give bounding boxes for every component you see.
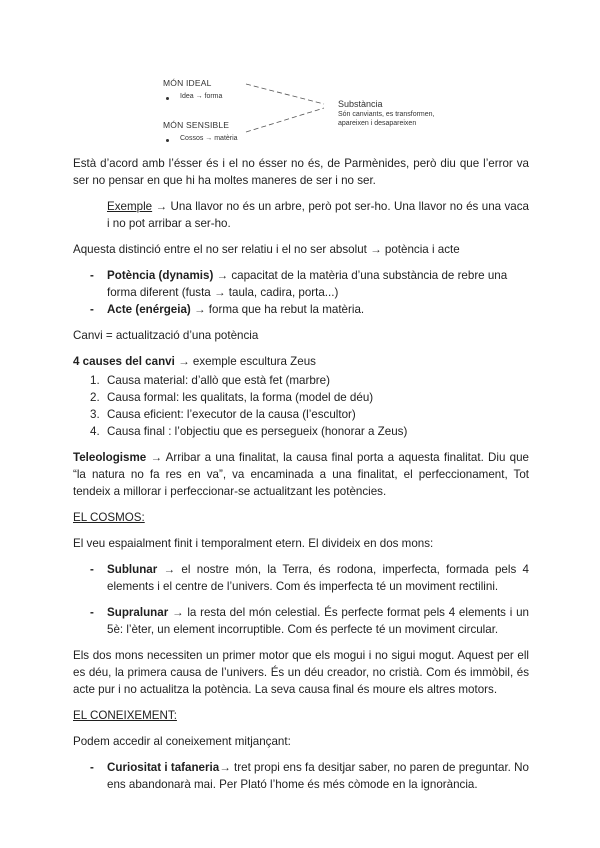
- substancia-desc-1: Són canviants, es transformen,: [338, 111, 435, 118]
- coneixement-intro: Podem accedir al coneixement mitjançant:: [73, 735, 291, 748]
- canvi-definition: Canvi = actualització d’una potència: [73, 329, 259, 342]
- example-paragraph: [107, 198, 529, 232]
- substancia-label: Substància: [338, 99, 383, 109]
- potencia-acte-intro: Aquesta distinció entre el no ser relatiu i el no ser absolut → potència i acte: [73, 243, 460, 256]
- term: Acte (enérgeia): [107, 303, 191, 316]
- teleologisme-paragraph: Teleologisme → Arribar a una finalitat, la causa final porta a aquesta finalitat. Diu que “la natura no fa res en va”, va encaminada a una finalitat, el perfeccionament, Tot tendeix a millorar i perfeccionar-se actualitzant les potències.: [73, 451, 529, 498]
- list-item: - Acte (enérgeia) → forma que ha rebut la matèria.: [90, 303, 365, 316]
- causes-heading: [73, 353, 529, 370]
- cosmos-heading: EL COSMOS:: [73, 511, 145, 524]
- mon-sensible-item: Cossos → matèria: [180, 135, 238, 142]
- list-item: - Supralunar → la resta del món celestial. És perfecte format pels 4 elements i un 5è: l’èter, un element incorruptible. Com és perfecte té un moviment circular.: [90, 606, 529, 636]
- term: Supralunar: [107, 606, 169, 619]
- definition: → capacitat de la matèria d’una substància de rebre una forma diferent (fusta → taula, cadira, porta...): [107, 269, 508, 299]
- bullet-dot: [166, 139, 169, 142]
- mon-ideal-label: MÓN IDEAL: [163, 78, 212, 88]
- list-item: - Sublunar → el nostre món, la Terra, és rodona, imperfecta, formada pels 4 elements i el centre de l’univers. Com és imperfecta té un moviment rectilini.: [90, 563, 529, 593]
- term: Teleologisme: [73, 451, 147, 464]
- cosmos-intro: El veu espaialment finit i temporalment etern. El divideix en dos mons:: [73, 537, 434, 550]
- diagram-lines: [0, 0, 600, 150]
- ideal-sensible-diagram: [0, 0, 600, 150]
- definition: → forma que ha rebut la matèria.: [190, 303, 365, 316]
- term: Sublunar: [107, 563, 158, 576]
- coneixement-heading: EL CONEIXEMENT:: [73, 709, 177, 722]
- cosmos-list: [73, 561, 529, 638]
- example-text: → Una llavor no és un arbre, però pot ser-ho. Una llavor no és una vaca i no pot arribar a ser-ho.: [107, 200, 529, 230]
- term: Curiositat i tafaneria: [107, 761, 220, 774]
- dashed-line-ideal: [246, 84, 324, 104]
- mon-ideal-item: Idea → forma: [180, 93, 223, 100]
- causes-title: 4 causes del canvi: [73, 355, 175, 368]
- list-item: 1. Causa material: d’allò que està fet (marbre): [90, 374, 330, 387]
- list-item: 2. Causa formal: les qualitats, la forma (model de déu): [90, 391, 374, 404]
- bullet-dot: [166, 97, 169, 100]
- list-item: 3. Causa eficient: l’executor de la causa (l’escultor): [90, 408, 356, 421]
- parmenides-paragraph: Està d’acord amb l’ésser és i el no ésser no és, de Parmènides, però diu que l’error va ser no pensar en que hi ha moltes maneres de ser i no ser.: [73, 157, 529, 187]
- term: Potència (dynamis): [107, 269, 214, 282]
- potencia-acte-list: [73, 267, 529, 318]
- mon-sensible-label: MÓN SENSIBLE: [163, 120, 230, 130]
- causes-title-rest: → exemple escultura Zeus: [174, 355, 316, 368]
- list-item: 4. Causa final : l’objectiu que es persegueix (honorar a Zeus): [90, 425, 408, 438]
- primer-motor-paragraph: Els dos mons necessiten un primer motor que els mogui i no sigui mogut. Aquest per ell es déu, la primera causa de l’univers. És un déu creador, no cristià. Com és immòbil, és acte pur i no actualitza la potència. La seva causa final és moure els altres motors.: [73, 649, 529, 696]
- example-label: Exemple: [107, 200, 153, 213]
- substancia-desc-2: apareixen i desapareixen: [338, 120, 417, 127]
- dashed-line-sensible: [246, 108, 324, 132]
- coneixement-list: [73, 759, 529, 793]
- list-item: - Curiositat i tafaneria→ tret propi ens fa desitjar saber, no paren de preguntar. No ens abandonarà mai. Per Plató l’home és més còmode en la ignorància.: [90, 761, 529, 791]
- causes-list: [73, 372, 529, 440]
- document-body: [73, 155, 529, 802]
- list-item: - Potència (dynamis) → capacitat de la matèria d’una substància de rebre una forma diferent (fusta → taula, cadira, porta...): [90, 269, 508, 299]
